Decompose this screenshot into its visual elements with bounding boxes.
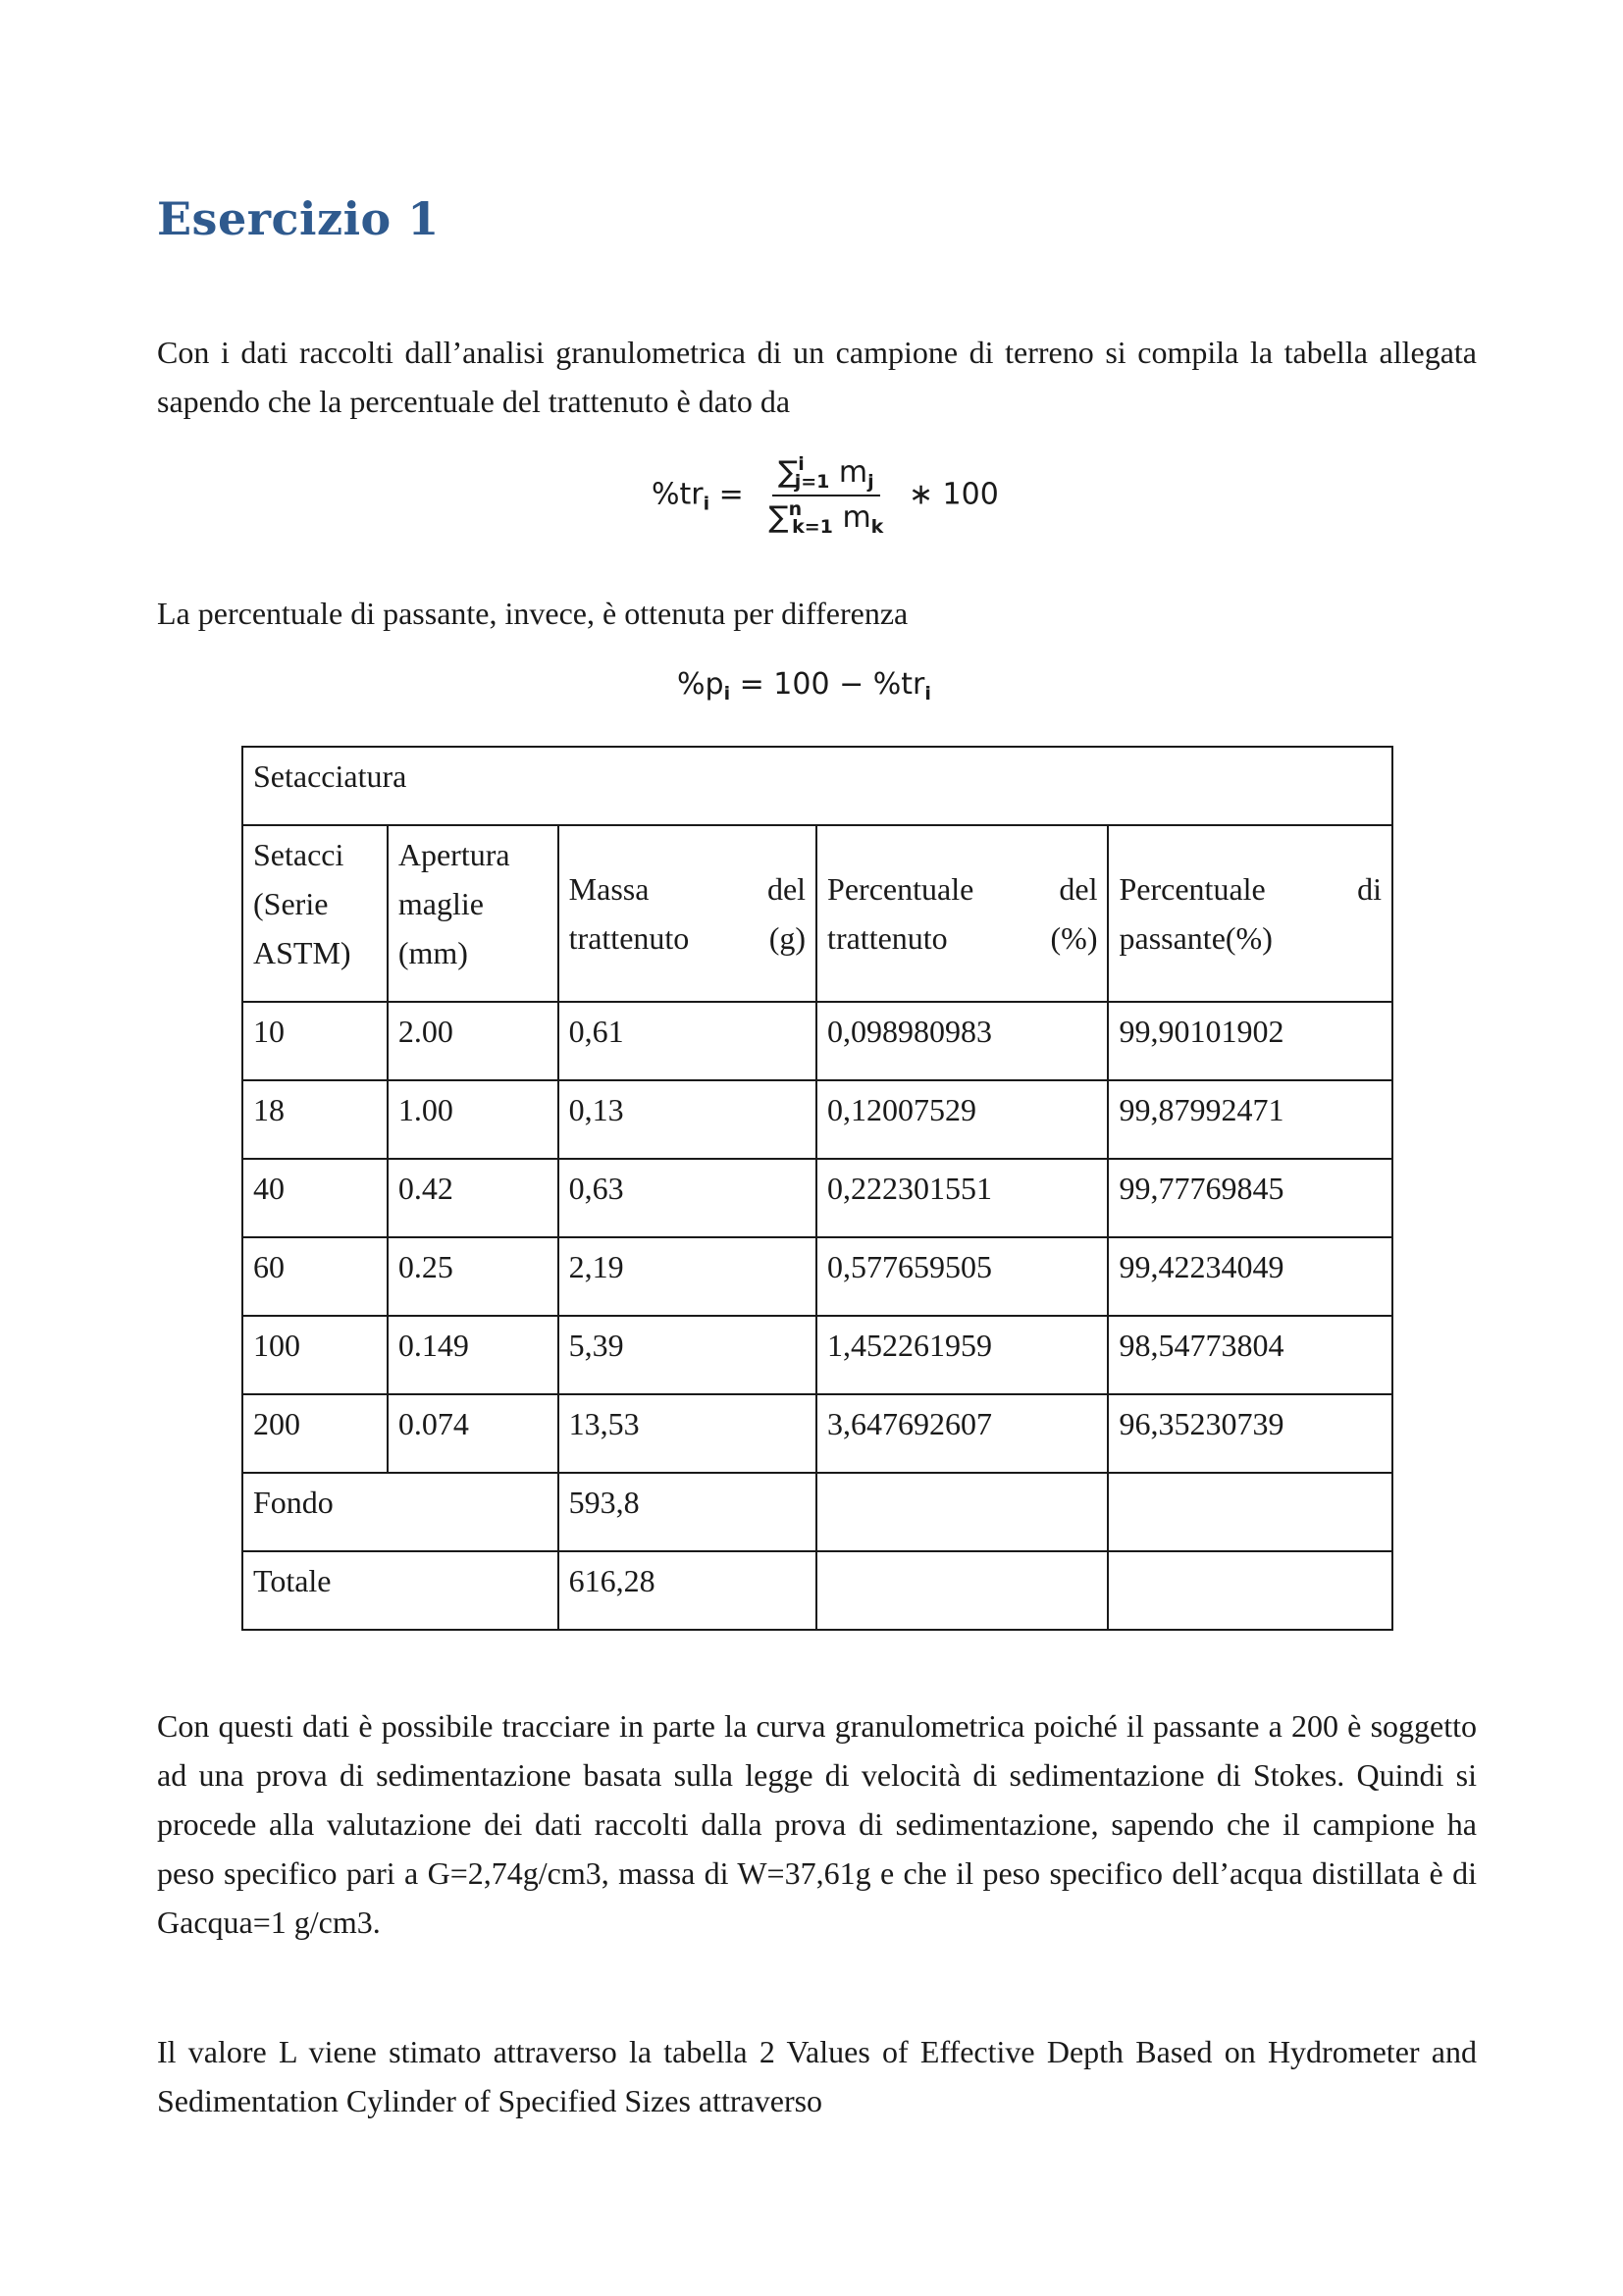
header-perc-passante: Percentuale di passante(%) xyxy=(1108,825,1392,1002)
table-row: 10 2.00 0,61 0,098980983 99,90101902 xyxy=(242,1002,1392,1080)
passante-paragraph: La percentuale di passante, invece, è ottenuta per differenza xyxy=(157,596,909,631)
table-row: 60 0.25 2,19 0,577659505 99,42234049 xyxy=(242,1237,1392,1316)
header-perc-trattenuto: Percentuale del trattenuto (%) xyxy=(816,825,1108,1002)
table-row-totale: Totale 616,28 xyxy=(242,1551,1392,1630)
table-caption: Setacciatura xyxy=(242,747,1392,825)
formula-numerator: ∑$^i_{j=1}$ $m_j$ xyxy=(772,453,880,496)
table-row: 40 0.42 0,63 0,222301551 99,77769845 xyxy=(242,1159,1392,1237)
table-row: 100 0.149 5,39 1,452261959 98,54773804 xyxy=(242,1316,1392,1394)
formula-lhs: %tr xyxy=(652,477,704,512)
formula-fraction xyxy=(762,453,889,538)
setacciatura-table xyxy=(241,746,1393,1631)
formula-denominator: ∑$^n_{k=1}$ $m_k$ xyxy=(768,498,884,538)
table-row: 200 0.074 13,53 3,647692607 96,35230739 xyxy=(242,1394,1392,1473)
formula-tail: ∗ 100 xyxy=(908,477,999,512)
sedimentation-paragraph: Con questi dati è possibile tracciare in parte la curva granulometrica poiché il passante a 200 è soggetto ad una prova di sedimentazione basata sulla legge di velocità di sedimentazione di Stokes. Quindi si procede alla valutazione dei dati raccolti dalla prova di sedimentazione, sapendo che il campione ha peso specifico pari a G=2,74g/cm3, massa di W=37,61g e che il peso specifico dell’acqua distillata è di Gacqua=1 g/cm3. xyxy=(157,1708,1477,1940)
hydrometer-paragraph: Il valore L viene stimato attraverso la tabella 2 Values of Effective Depth Based on Hydrometer and Sedimentation Cylinder of Specified Sizes attraverso xyxy=(157,2034,1477,2118)
intro-paragraph: Con i dati raccolti dall’analisi granulometrica di un campione di terreno si compila la tabella allegata sapendo che la percentuale del trattenuto è dato da xyxy=(157,335,1477,419)
table-row: 18 1.00 0,13 0,12007529 99,87992471 xyxy=(242,1080,1392,1159)
formula-passante: $\%p_i = 100 - \%tr_i$ xyxy=(677,667,931,704)
formula-trattenuto: $\%tr_i$ = $\frac{\sum^i_{j=1} m_j}{\sum^n_{k=1} m_k}$ ∗ 100 xyxy=(652,453,999,538)
formula-lhs-sub: i xyxy=(703,493,710,515)
header-apertura: Apertura maglie (mm) xyxy=(388,825,558,1002)
header-setacci: Setacci (Serie ASTM) xyxy=(242,825,388,1002)
exercise-title: Esercizio 1 xyxy=(157,192,440,245)
table-row-fondo: Fondo 593,8 xyxy=(242,1473,1392,1551)
header-massa: Massa del trattenuto (g) xyxy=(558,825,816,1002)
